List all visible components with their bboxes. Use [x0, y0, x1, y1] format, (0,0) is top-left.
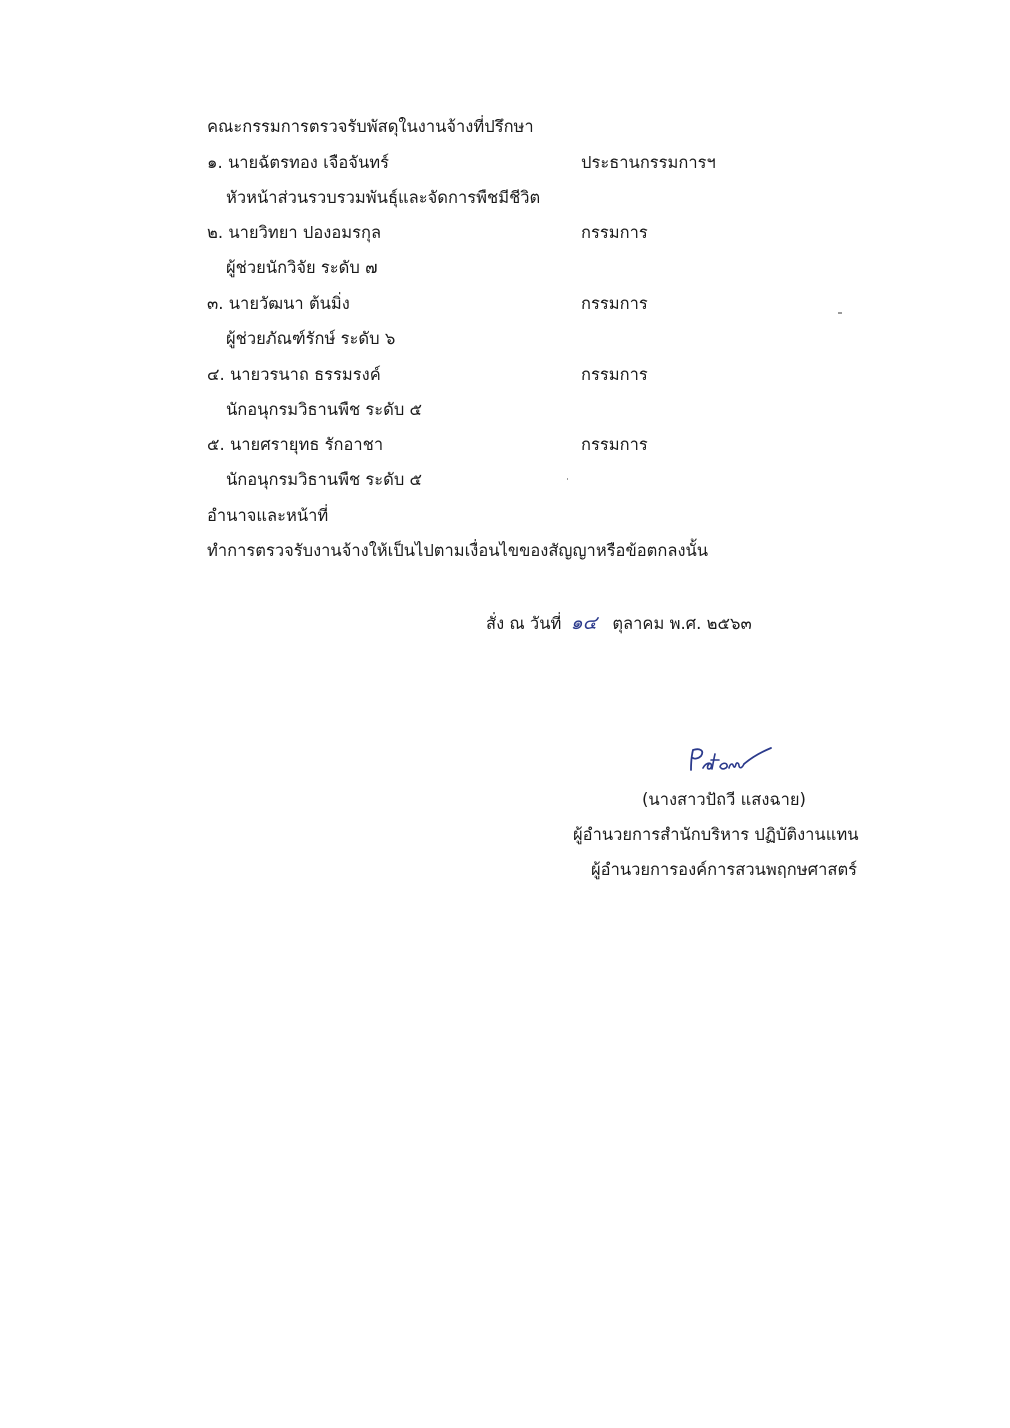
member-4-position: นักอนุกรมวิธานพืช ระดับ ๕: [226, 400, 423, 419]
order-date-suffix: ตุลาคม พ.ศ. ๒๕๖๓: [612, 614, 752, 633]
order-date: [486, 611, 752, 636]
handwritten-signature: [685, 740, 775, 780]
duties-text: ทำการตรวจรับงานจ้างให้เป็นไปตามเงื่อนไขของสัญญาหรือข้อตกลงนั้น: [207, 541, 709, 560]
member-1-position: หัวหน้าส่วนรวบรวมพันธุ์และจัดการพืชมีชีวิต: [226, 188, 541, 207]
member-2-role: กรรมการ: [581, 223, 648, 242]
member-4-role: กรรมการ: [581, 365, 648, 384]
committee-heading: คณะกรรมการตรวจรับพัสดุในงานจ้างที่ปรึกษา: [207, 117, 534, 136]
member-3-role: กรรมการ: [581, 294, 648, 313]
scan-speck: [567, 478, 568, 480]
signatory-name: (นางสาวปัถวี แสงฉาย): [642, 790, 806, 809]
member-2-name: ๒. นายวิทยา ปองอมรกุล: [207, 223, 382, 242]
member-4-name: ๔. นายวรนาถ ธรรมรงค์: [207, 365, 381, 384]
member-5-name: ๕. นายศรายุทธ รักอาชา: [207, 435, 384, 454]
signatory-title-line2: ผู้อำนวยการองค์การสวนพฤกษศาสตร์: [591, 860, 858, 879]
member-1-role: ประธานกรรมการฯ: [581, 153, 716, 172]
signatory-title-line1: ผู้อำนวยการสำนักบริหาร ปฏิบัติงานแทน: [573, 825, 859, 844]
member-1-name: ๑. นายฉัตรทอง เจือจันทร์: [207, 153, 389, 172]
duties-heading: อำนาจและหน้าที่: [207, 506, 329, 525]
member-5-role: กรรมการ: [581, 435, 648, 454]
order-date-day-handwritten: ๑๔: [570, 612, 598, 634]
order-date-prefix: สั่ง ณ วันที่: [486, 614, 562, 633]
member-5-position: นักอนุกรมวิธานพืช ระดับ ๕: [226, 470, 423, 489]
member-3-name: ๓. นายวัฒนา ต้นมิ่ง: [207, 294, 350, 313]
scan-speck: [838, 312, 842, 314]
member-3-position: ผู้ช่วยภัณฑ์รักษ์ ระดับ ๖: [226, 329, 396, 348]
member-2-position: ผู้ช่วยนักวิจัย ระดับ ๗: [226, 258, 378, 277]
